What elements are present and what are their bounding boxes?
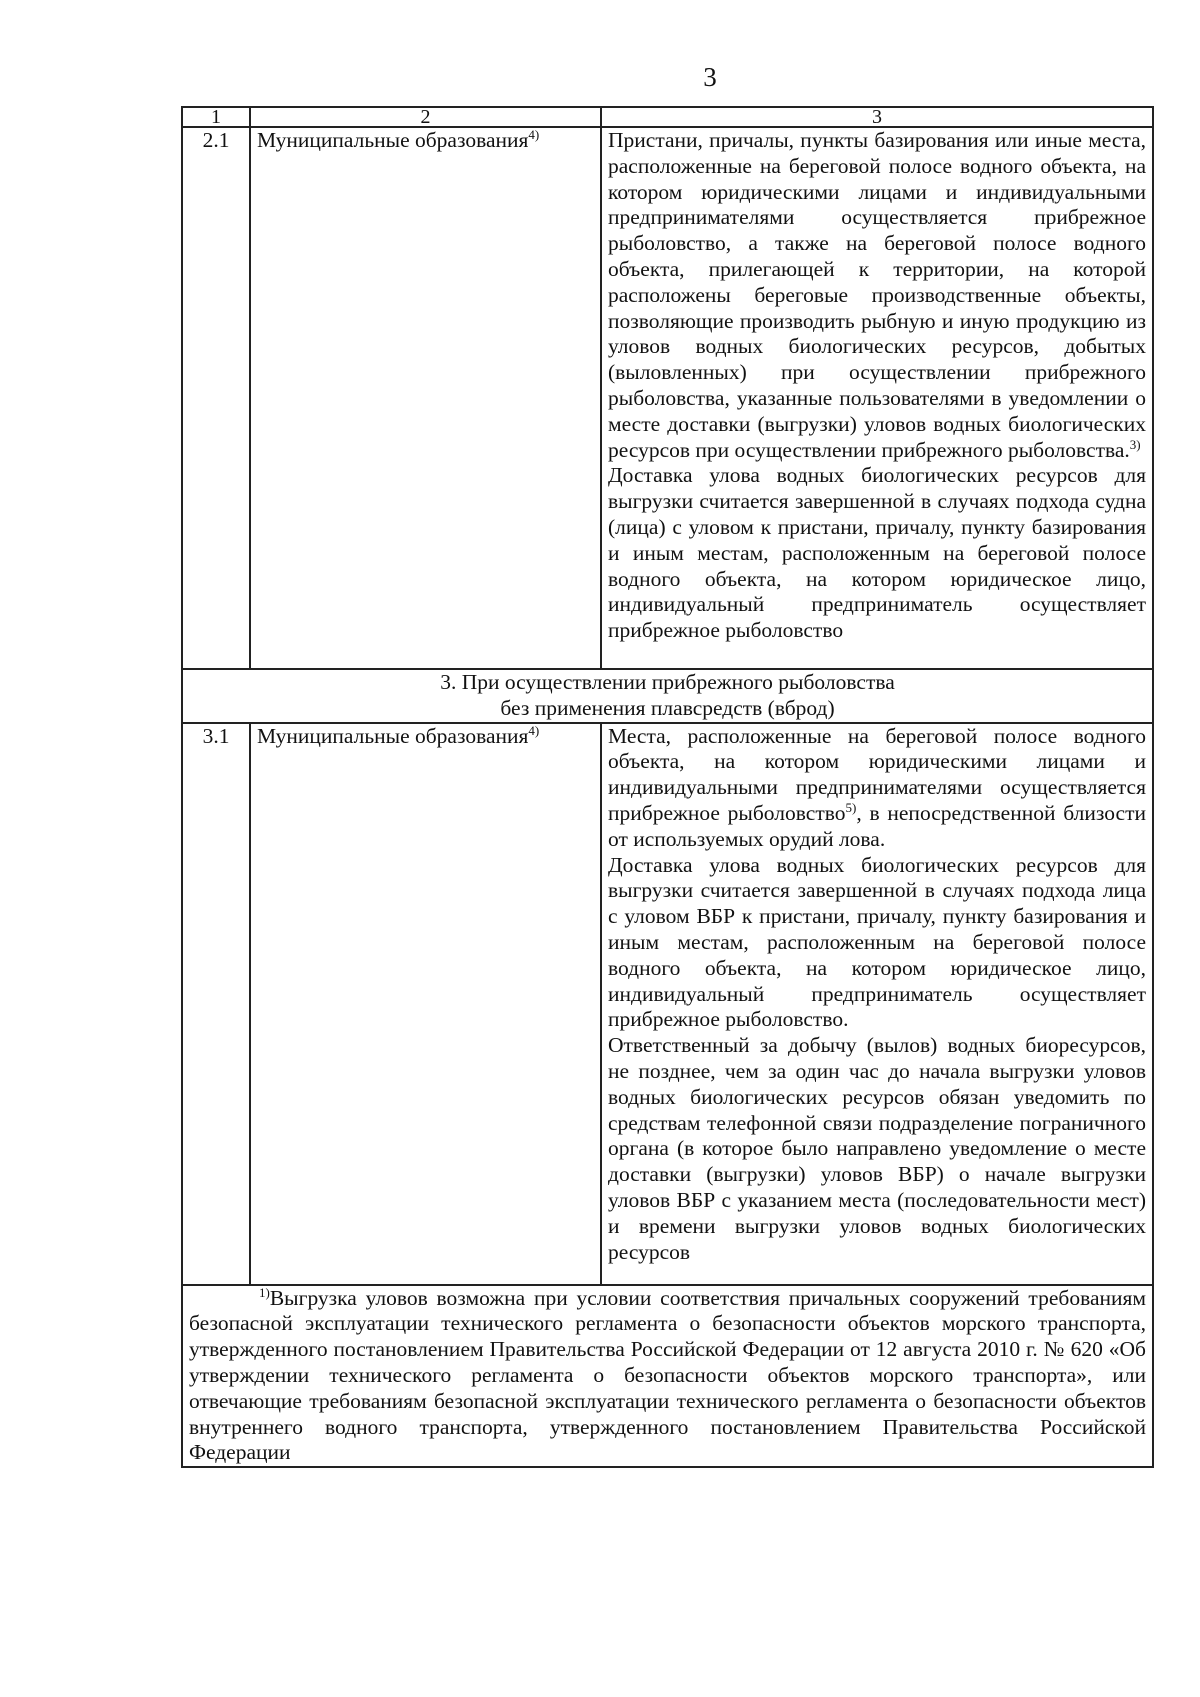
footnote-ref: 4) xyxy=(528,126,540,142)
footnote-text: $^{1)}$Выгрузка уловов возможна при условии соответствия причальных сооружений требованиям безопасной эксплуатации технического регламента о безопасности объектов морского транспорта, утвержденного постановлением Правительства Российской Федерации от 12 августа 2010 г. № 620 «Об утверждении технического регламента о безопасности объектов морского транспорта», или отвечающие требованиям безопасной эксплуатации технического регламента о безопасности объектов внутреннего водного транспорта, утвержденного постановлением Правительства Российской Федерации xyxy=(189,1284,1146,1465)
footnote xyxy=(182,1285,1153,1468)
header-col-3: 3 xyxy=(601,107,1153,127)
section-heading-line: без применения плавсредств (вброд) xyxy=(500,695,835,720)
description-paragraph: Доставка улова водных биологических ресурсов для выгрузки считается завершенной в случаях подхода лица с уловом ВБР к пристани, причалу, пункту базирования и иным местам, расположенным на береговой полосе водного объекта, на котором юридическое лицо, индивидуальный предприниматель осуществляет прибрежное рыболовство. xyxy=(608,852,1146,1032)
row-description xyxy=(601,723,1153,1285)
footnote-ref: 5) xyxy=(845,799,857,815)
header-col-1: 1 xyxy=(182,107,250,127)
row-name xyxy=(250,127,601,669)
description-paragraph: Ответственный за добычу (вылов) водных биоресурсов, не позднее, чем за один час до начала выгрузки уловов водных биологических ресурсов обязан уведомить по средствам телефонной связи подразделение пограничного органа (в которое было направлено уведомление о месте доставки (выгрузки) уловов ВБР) о начале выгрузки уловов ВБР с указанием места (последовательности мест) и времени выгрузки уловов водных биологических ресурсов xyxy=(608,1033,1146,1264)
footnote-ref: 4) xyxy=(528,722,540,738)
description-paragraph: Доставка улова водных биологических ресурсов для выгрузки считается завершенной в случаях подхода судна (лица) с уловом к пристани, причалу, пункту базирования и иным местам, расположенным на береговой полосе водного объекта, на котором юридическое лицо, индивидуальный предприниматель осуществляет прибрежное рыболовство xyxy=(608,463,1146,643)
row-description xyxy=(601,127,1153,669)
document-table xyxy=(181,106,1154,1468)
section-heading-line: 3. При осуществлении прибрежного рыболовства xyxy=(440,670,895,694)
table-row xyxy=(182,127,1153,669)
page-number: 3 xyxy=(703,62,717,92)
description-paragraph: Места, расположенные на береговой полосе водного объекта, на котором юридическими лицами и индивидуальными предпринимателями осуществляется прибрежное рыболовство$^{5)}$, в непосредственной близости от используемых орудий лова. xyxy=(608,723,1146,851)
footnote-row xyxy=(182,1285,1153,1468)
description-paragraph: Пристани, причалы, пункты базирования или иные места, расположенные на береговой полосе водного объекта, на котором юридическими лицами и индивидуальными предпринимателями осуществляется прибрежное рыболовство, а также на береговой полосе водного объекта, прилегающей к территории, на которой расположены береговые производственные объекты, позволяющие производить рыбную и иную продукцию из уловов водных биологических ресурсов, добытых (выловленных) при осуществлении прибрежного рыболовства, указанные пользователями в уведомлении о месте доставки (выгрузки) уловов водных биологических ресурсов при осуществлении прибрежного рыболовства.$^{3)}$ xyxy=(608,128,1146,462)
row-name xyxy=(250,723,601,1285)
footnote-marker: 1) xyxy=(259,1284,270,1300)
row-number: 3.1 xyxy=(182,723,250,1285)
row-name-text: Муниципальные образования xyxy=(257,723,529,748)
header-col-2: 2 xyxy=(250,107,601,127)
table-header-row xyxy=(182,107,1153,127)
row-number: 2.1 xyxy=(182,127,250,669)
footnote-ref: 3) xyxy=(1129,436,1141,452)
row-name-text: Муниципальные образования xyxy=(257,128,529,152)
section-heading xyxy=(182,669,1153,723)
section-heading-row xyxy=(182,669,1153,723)
table-row xyxy=(182,723,1153,1285)
